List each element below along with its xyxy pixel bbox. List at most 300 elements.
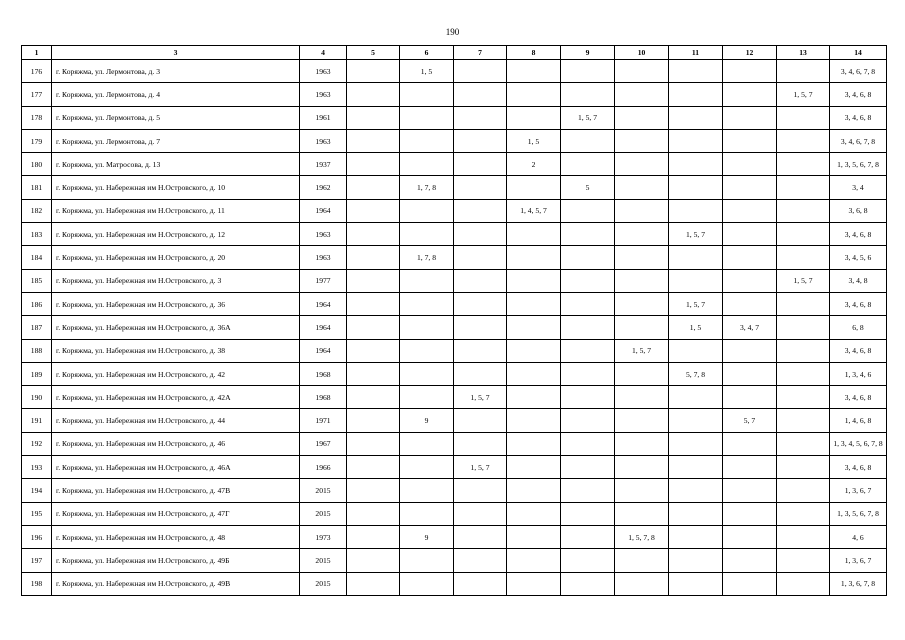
table-cell — [561, 153, 615, 176]
table-cell: 3, 4, 6, 8 — [830, 339, 887, 362]
table-cell — [454, 339, 507, 362]
address-cell: г. Коряжма, ул. Набережная им Н.Островского, д. 36А — [52, 316, 300, 339]
column-header: 10 — [615, 46, 669, 60]
column-header: 11 — [669, 46, 723, 60]
table-cell: 1, 3, 4, 6 — [830, 362, 887, 385]
table-cell — [669, 409, 723, 432]
table-cell — [615, 153, 669, 176]
table-cell: 1, 5, 7 — [777, 83, 830, 106]
table-row — [22, 525, 887, 548]
year-cell: 2015 — [300, 549, 347, 572]
table-cell — [347, 502, 400, 525]
address-cell: г. Коряжма, ул. Набережная им Н.Островского, д. 49Б — [52, 549, 300, 572]
table-cell — [777, 479, 830, 502]
table-cell — [723, 339, 777, 362]
year-cell: 1963 — [300, 246, 347, 269]
table-cell — [777, 223, 830, 246]
row-number-cell: 184 — [22, 246, 52, 269]
column-header: 1 — [22, 46, 52, 60]
column-header: 3 — [52, 46, 300, 60]
year-cell: 1964 — [300, 199, 347, 222]
table-cell — [347, 106, 400, 129]
table-cell — [347, 456, 400, 479]
row-number-cell: 179 — [22, 129, 52, 152]
table-row — [22, 269, 887, 292]
table-cell — [454, 60, 507, 83]
row-number-cell: 188 — [22, 339, 52, 362]
table-cell — [400, 292, 454, 315]
table-cell: 1, 4, 6, 8 — [830, 409, 887, 432]
table-cell — [669, 83, 723, 106]
table-cell: 5 — [561, 176, 615, 199]
table-cell — [561, 223, 615, 246]
table-cell — [561, 83, 615, 106]
table-cell — [561, 246, 615, 269]
table-cell — [615, 456, 669, 479]
table-cell — [454, 83, 507, 106]
table-cell — [400, 572, 454, 595]
table-cell: 2 — [507, 153, 561, 176]
table-cell — [454, 549, 507, 572]
table-cell: 1, 7, 8 — [400, 246, 454, 269]
table-cell: 1, 5 — [669, 316, 723, 339]
table-cell: 6, 8 — [830, 316, 887, 339]
table-cell — [454, 479, 507, 502]
table-cell — [507, 176, 561, 199]
table-cell — [454, 246, 507, 269]
table-cell — [347, 60, 400, 83]
table-row — [22, 479, 887, 502]
table-cell — [669, 525, 723, 548]
table-cell — [347, 479, 400, 502]
table-cell — [615, 549, 669, 572]
table-cell — [400, 362, 454, 385]
table-cell: 1, 3, 5, 6, 7, 8 — [830, 502, 887, 525]
year-cell: 1967 — [300, 432, 347, 455]
table-cell: 1, 3, 6, 7 — [830, 479, 887, 502]
table-cell — [507, 316, 561, 339]
year-cell: 1971 — [300, 409, 347, 432]
table-cell — [400, 83, 454, 106]
table-cell — [400, 479, 454, 502]
table-cell — [669, 479, 723, 502]
year-cell: 1973 — [300, 525, 347, 548]
table-cell — [454, 269, 507, 292]
address-cell: г. Коряжма, ул. Набережная им Н.Островского, д. 10 — [52, 176, 300, 199]
table-cell — [400, 456, 454, 479]
address-cell: г. Коряжма, ул. Набережная им Н.Островского, д. 49В — [52, 572, 300, 595]
row-number-cell: 192 — [22, 432, 52, 455]
table-cell — [400, 316, 454, 339]
table-cell — [723, 83, 777, 106]
address-cell: г. Коряжма, ул. Набережная им Н.Островского, д. 38 — [52, 339, 300, 362]
table-row — [22, 292, 887, 315]
table-cell — [723, 362, 777, 385]
table-cell — [615, 223, 669, 246]
column-header: 5 — [347, 46, 400, 60]
table-cell: 1, 3, 6, 7 — [830, 549, 887, 572]
header-row — [22, 46, 887, 60]
table-cell — [347, 199, 400, 222]
table-cell: 3, 4, 6, 8 — [830, 106, 887, 129]
table-cell — [347, 176, 400, 199]
table-cell — [507, 409, 561, 432]
table-row — [22, 106, 887, 129]
table-cell — [615, 572, 669, 595]
row-number-cell: 193 — [22, 456, 52, 479]
table-cell — [723, 176, 777, 199]
table-cell — [400, 199, 454, 222]
table-cell — [723, 223, 777, 246]
table-cell — [561, 549, 615, 572]
table-cell — [777, 409, 830, 432]
year-cell: 1977 — [300, 269, 347, 292]
table-cell — [669, 456, 723, 479]
address-cell: г. Коряжма, ул. Лермонтова, д. 7 — [52, 129, 300, 152]
address-cell: г. Коряжма, ул. Набережная им Н.Островского, д. 42 — [52, 362, 300, 385]
table-cell — [454, 572, 507, 595]
row-number-cell: 185 — [22, 269, 52, 292]
table-cell — [347, 432, 400, 455]
table-row — [22, 223, 887, 246]
table-cell — [561, 456, 615, 479]
row-number-cell: 197 — [22, 549, 52, 572]
table-cell — [347, 386, 400, 409]
table-cell — [615, 362, 669, 385]
table-cell — [400, 502, 454, 525]
table-cell — [669, 339, 723, 362]
table-cell — [454, 223, 507, 246]
table-cell — [669, 269, 723, 292]
table-cell — [723, 502, 777, 525]
table-cell — [561, 432, 615, 455]
table-cell — [615, 386, 669, 409]
table-cell — [777, 176, 830, 199]
address-cell: г. Коряжма, ул. Набережная им Н.Островского, д. 11 — [52, 199, 300, 222]
table-cell — [615, 60, 669, 83]
table-cell: 3, 4, 6, 7, 8 — [830, 60, 887, 83]
table-row — [22, 456, 887, 479]
table-cell — [561, 60, 615, 83]
table-cell — [561, 362, 615, 385]
table-cell: 1, 5, 7, 8 — [615, 525, 669, 548]
column-header: 4 — [300, 46, 347, 60]
table-cell — [507, 502, 561, 525]
table-cell — [615, 432, 669, 455]
table-row — [22, 362, 887, 385]
table-cell — [347, 292, 400, 315]
address-cell: г. Коряжма, ул. Матросова, д. 13 — [52, 153, 300, 176]
table-cell — [400, 129, 454, 152]
table-cell — [347, 153, 400, 176]
table-cell — [777, 549, 830, 572]
table-cell — [669, 246, 723, 269]
table-cell — [507, 83, 561, 106]
row-number-cell: 182 — [22, 199, 52, 222]
table-cell — [561, 409, 615, 432]
table-cell: 3, 4, 6, 8 — [830, 292, 887, 315]
table-cell: 5, 7 — [723, 409, 777, 432]
table-row — [22, 432, 887, 455]
table-cell: 3, 4 — [830, 176, 887, 199]
table-cell — [777, 292, 830, 315]
table-cell — [561, 502, 615, 525]
address-cell: г. Коряжма, ул. Набережная им Н.Островского, д. 20 — [52, 246, 300, 269]
row-number-cell: 181 — [22, 176, 52, 199]
table-cell — [777, 106, 830, 129]
table-cell — [507, 572, 561, 595]
column-header: 7 — [454, 46, 507, 60]
table-cell — [777, 246, 830, 269]
table-cell — [777, 362, 830, 385]
table-cell — [347, 269, 400, 292]
table-cell — [400, 106, 454, 129]
table-cell — [400, 269, 454, 292]
table-row — [22, 83, 887, 106]
table-cell: 1, 5, 7 — [669, 292, 723, 315]
table-cell — [669, 572, 723, 595]
table-cell — [347, 223, 400, 246]
table-cell: 1, 5, 7 — [777, 269, 830, 292]
table-cell — [723, 549, 777, 572]
table-cell — [777, 153, 830, 176]
table-cell — [777, 572, 830, 595]
table-cell — [347, 246, 400, 269]
row-number-cell: 186 — [22, 292, 52, 315]
table-cell — [507, 223, 561, 246]
table-cell — [615, 176, 669, 199]
table-cell: 3, 4, 6, 8 — [830, 456, 887, 479]
table-cell: 1, 5, 7 — [454, 386, 507, 409]
table-cell — [669, 60, 723, 83]
table-cell — [669, 549, 723, 572]
year-cell: 1963 — [300, 83, 347, 106]
table-cell — [615, 479, 669, 502]
year-cell: 1962 — [300, 176, 347, 199]
table-cell: 1, 5, 7 — [561, 106, 615, 129]
table-cell — [669, 153, 723, 176]
table-cell — [561, 129, 615, 152]
table-cell — [561, 292, 615, 315]
table-cell — [615, 409, 669, 432]
table-cell — [777, 316, 830, 339]
table-cell — [400, 386, 454, 409]
table-cell — [723, 456, 777, 479]
year-cell: 1968 — [300, 362, 347, 385]
row-number-cell: 187 — [22, 316, 52, 339]
row-number-cell: 190 — [22, 386, 52, 409]
table-cell: 1, 5, 7 — [615, 339, 669, 362]
table-cell — [723, 525, 777, 548]
table-cell — [777, 129, 830, 152]
table-row — [22, 502, 887, 525]
year-cell: 1964 — [300, 292, 347, 315]
address-cell: г. Коряжма, ул. Набережная им Н.Островского, д. 47Г — [52, 502, 300, 525]
table-cell — [669, 106, 723, 129]
table-cell — [347, 572, 400, 595]
address-cell: г. Коряжма, ул. Набережная им Н.Островского, д. 48 — [52, 525, 300, 548]
table-row — [22, 316, 887, 339]
table-cell — [777, 525, 830, 548]
table-row — [22, 199, 887, 222]
column-header: 13 — [777, 46, 830, 60]
table-cell — [347, 549, 400, 572]
table-cell — [507, 339, 561, 362]
table-cell: 1, 5 — [400, 60, 454, 83]
table-cell — [454, 502, 507, 525]
table-cell — [561, 316, 615, 339]
row-number-cell: 195 — [22, 502, 52, 525]
year-cell: 2015 — [300, 502, 347, 525]
table-cell — [507, 246, 561, 269]
table-cell — [507, 292, 561, 315]
table-cell: 1, 5 — [507, 129, 561, 152]
housing-register-table — [21, 45, 887, 596]
table-cell — [723, 479, 777, 502]
table-cell — [669, 176, 723, 199]
table-row — [22, 60, 887, 83]
table-cell — [615, 129, 669, 152]
row-number-cell: 194 — [22, 479, 52, 502]
table-row — [22, 409, 887, 432]
table-cell — [669, 502, 723, 525]
table-row — [22, 339, 887, 362]
table-cell — [454, 176, 507, 199]
table-cell — [400, 432, 454, 455]
table-cell — [507, 269, 561, 292]
table-cell: 1, 3, 6, 7, 8 — [830, 572, 887, 595]
table-row — [22, 572, 887, 595]
table-cell — [507, 386, 561, 409]
row-number-cell: 183 — [22, 223, 52, 246]
row-number-cell: 180 — [22, 153, 52, 176]
table-cell: 1, 3, 4, 5, 6, 7, 8 — [830, 432, 887, 455]
year-cell: 1964 — [300, 339, 347, 362]
table-cell — [723, 153, 777, 176]
table-cell — [454, 153, 507, 176]
table-cell: 1, 4, 5, 7 — [507, 199, 561, 222]
table-cell — [507, 60, 561, 83]
table-cell — [347, 362, 400, 385]
year-cell: 1963 — [300, 60, 347, 83]
table-cell — [723, 292, 777, 315]
table-cell — [777, 432, 830, 455]
table-cell: 4, 6 — [830, 525, 887, 548]
column-header: 12 — [723, 46, 777, 60]
table-cell — [561, 386, 615, 409]
table-cell — [561, 572, 615, 595]
table-cell — [454, 129, 507, 152]
row-number-cell: 176 — [22, 60, 52, 83]
table-cell — [454, 199, 507, 222]
row-number-cell: 177 — [22, 83, 52, 106]
table-cell — [723, 60, 777, 83]
address-cell: г. Коряжма, ул. Набережная им Н.Островского, д. 12 — [52, 223, 300, 246]
year-cell: 1961 — [300, 106, 347, 129]
table-row — [22, 129, 887, 152]
table-row — [22, 246, 887, 269]
year-cell: 1968 — [300, 386, 347, 409]
table-cell — [400, 223, 454, 246]
table-cell — [507, 456, 561, 479]
table-cell: 3, 6, 8 — [830, 199, 887, 222]
table-cell — [723, 106, 777, 129]
table-cell — [777, 456, 830, 479]
address-cell: г. Коряжма, ул. Набережная им Н.Островского, д. 36 — [52, 292, 300, 315]
address-cell: г. Коряжма, ул. Набережная им Н.Островского, д. 42А — [52, 386, 300, 409]
column-header: 8 — [507, 46, 561, 60]
table-cell — [777, 502, 830, 525]
row-number-cell: 189 — [22, 362, 52, 385]
table-cell — [507, 432, 561, 455]
table-cell: 3, 4, 6, 8 — [830, 386, 887, 409]
table-cell — [561, 269, 615, 292]
table-cell — [615, 83, 669, 106]
table-cell — [561, 479, 615, 502]
address-cell: г. Коряжма, ул. Набережная им Н.Островского, д. 46 — [52, 432, 300, 455]
table-cell: 3, 4, 6, 8 — [830, 223, 887, 246]
table-row — [22, 549, 887, 572]
table-cell — [454, 362, 507, 385]
table-cell — [561, 525, 615, 548]
column-header: 14 — [830, 46, 887, 60]
table-cell — [454, 409, 507, 432]
table-cell — [400, 549, 454, 572]
table-row — [22, 153, 887, 176]
table-cell: 9 — [400, 409, 454, 432]
page-number: 190 — [445, 27, 460, 37]
table-cell: 3, 4, 5, 6 — [830, 246, 887, 269]
table-cell — [615, 106, 669, 129]
column-header: 6 — [400, 46, 454, 60]
table-cell: 3, 4, 6, 8 — [830, 83, 887, 106]
row-number-cell: 196 — [22, 525, 52, 548]
table-cell — [723, 199, 777, 222]
row-number-cell: 178 — [22, 106, 52, 129]
table-cell — [723, 386, 777, 409]
table-cell — [454, 292, 507, 315]
table-cell — [777, 60, 830, 83]
table-cell — [454, 525, 507, 548]
table-cell — [561, 339, 615, 362]
table-cell — [723, 572, 777, 595]
table-cell — [454, 432, 507, 455]
table-cell — [347, 339, 400, 362]
table-cell — [561, 199, 615, 222]
table-cell — [777, 386, 830, 409]
table-cell — [507, 549, 561, 572]
row-number-cell: 198 — [22, 572, 52, 595]
table-row — [22, 386, 887, 409]
table-cell — [347, 316, 400, 339]
table-cell — [723, 432, 777, 455]
table-cell — [507, 106, 561, 129]
table-cell — [777, 339, 830, 362]
table-row — [22, 176, 887, 199]
year-cell: 2015 — [300, 572, 347, 595]
year-cell: 2015 — [300, 479, 347, 502]
table-cell — [669, 386, 723, 409]
address-cell: г. Коряжма, ул. Набережная им Н.Островского, д. 47В — [52, 479, 300, 502]
address-cell: г. Коряжма, ул. Набережная им Н.Островского, д. 3 — [52, 269, 300, 292]
table-cell — [507, 525, 561, 548]
table-cell — [615, 246, 669, 269]
table-cell — [347, 129, 400, 152]
table-cell — [615, 502, 669, 525]
year-cell: 1964 — [300, 316, 347, 339]
year-cell: 1966 — [300, 456, 347, 479]
table-cell — [347, 525, 400, 548]
